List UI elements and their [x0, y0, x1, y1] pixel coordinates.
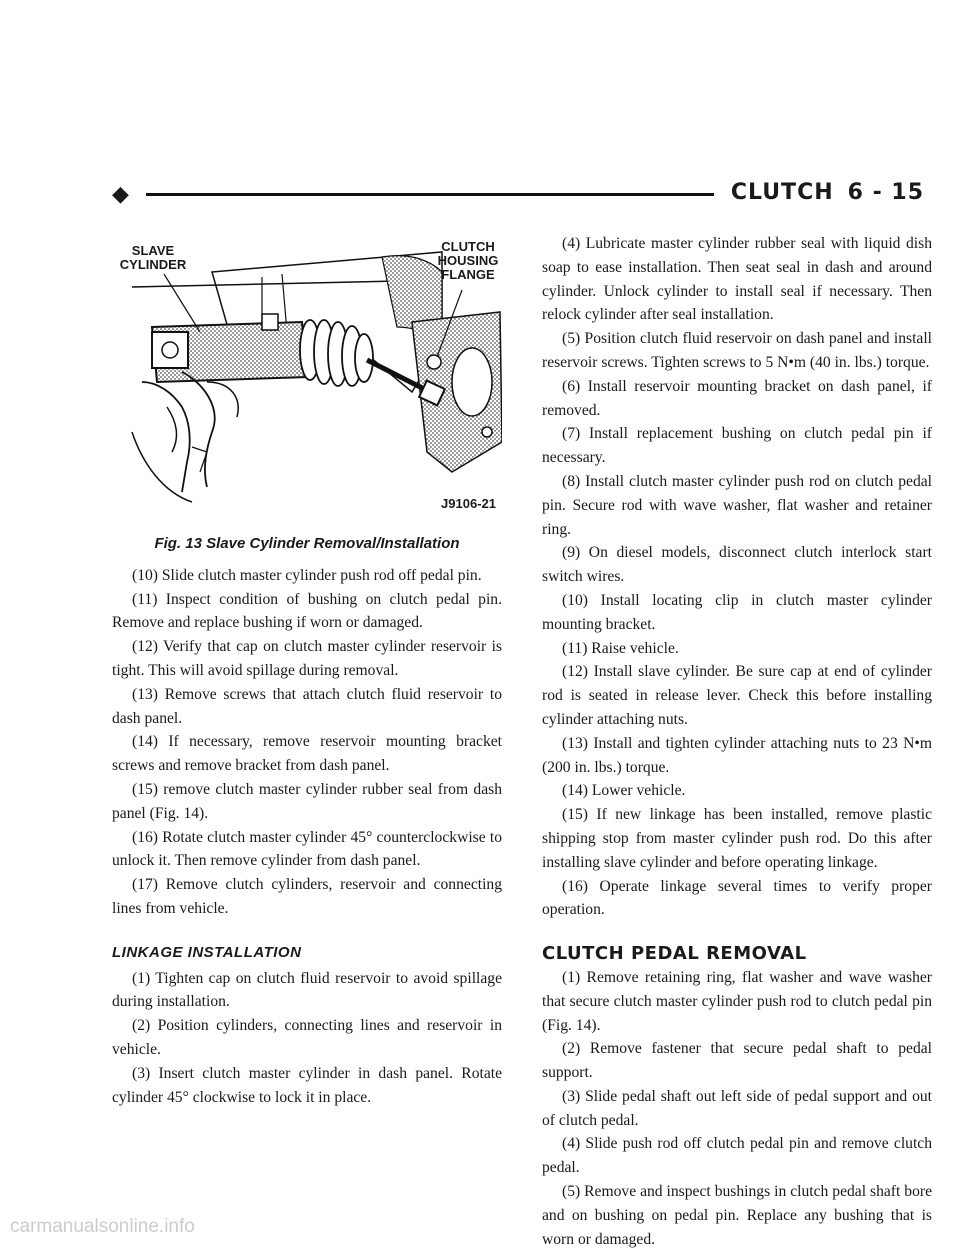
right-column [542, 232, 932, 1251]
step-paragraph: (5) Remove and inspect bushings in clutch pedal shaft bore and on bushing on pedal pin. Replace any bushing that is worn or damaged. [542, 1183, 932, 1248]
step-paragraph: (14) Lower vehicle. [562, 782, 686, 800]
step-paragraph: (6) Install reservoir mounting bracket on dash panel, if removed. [542, 377, 932, 419]
step-paragraph: (13) Remove screws that attach clutch fluid reservoir to dash panel. [112, 685, 502, 727]
label-slave-cylinder: SLAVE CYLINDER [119, 243, 187, 272]
step-paragraph: (4) Slide push rod off clutch pedal pin and remove clutch pedal. [542, 1135, 932, 1177]
step-paragraph: (1) Tighten cap on clutch fluid reservoir to avoid spillage during installation. [112, 969, 502, 1011]
header-rule [146, 193, 714, 196]
step-paragraph: (11) Inspect condition of bushing on clutch pedal pin. Remove and replace bushing if worn or damaged. [112, 590, 502, 632]
step-paragraph: (13) Install and tighten cylinder attaching nuts to 23 N•m (200 in. lbs.) torque. [542, 734, 932, 776]
figure-caption: Fig. 13 Slave Cylinder Removal/Installation [154, 535, 460, 552]
diamond-icon: ◆ [112, 182, 129, 207]
label-clutch-housing-flange: CLUTCH HOUSING FLANGE [437, 239, 499, 282]
step-paragraph: (8) Install clutch master cylinder push rod on clutch pedal pin. Secure rod with wave washer, flat washer and retainer ring. [542, 472, 932, 538]
step-paragraph: (12) Install slave cylinder. Be sure cap at end of cylinder rod is seated in release lever. Check this before installing cylinder attaching nuts. [542, 663, 932, 728]
slave-cylinder-figure [112, 232, 502, 522]
step-paragraph: (2) Position cylinders, connecting lines and reservoir in vehicle. [112, 1017, 502, 1058]
step-paragraph: (10) Slide clutch master cylinder push rod off pedal pin. [132, 566, 482, 584]
step-paragraph: (1) Remove retaining ring, flat washer and wave washer that secure clutch master cylinder push rod to clutch pedal pin (Fig. 14). [542, 968, 932, 1034]
header-title [717, 180, 924, 205]
step-paragraph: (3) Insert clutch master cylinder in dash panel. Rotate cylinder 45° clockwise to lock it in place. [112, 1064, 502, 1106]
step-paragraph: (15) If new linkage has been installed, remove plastic shipping stop from master cylinder push rod. Do this after installing slave cylinder and before operating linkage. [542, 806, 932, 871]
figure-id: J9106-21 [441, 496, 496, 512]
step-paragraph: (7) Install replacement bushing on clutch pedal pin if necessary. [542, 425, 932, 467]
step-paragraph: (2) Remove fastener that secure pedal shaft to pedal support. [542, 1040, 932, 1082]
step-paragraph: (12) Verify that cap on clutch master cylinder reservoir is tight. This will avoid spillage during removal. [112, 638, 502, 679]
step-paragraph: (16) Operate linkage several times to verify proper operation. [542, 877, 932, 919]
step-paragraph: (9) On diesel models, disconnect clutch interlock start switch wires. [542, 544, 932, 586]
clutch-pedal-removal-heading: CLUTCH PEDAL REMOVAL [542, 943, 807, 965]
step-paragraph: (10) Install locating clip in clutch master cylinder mounting bracket. [542, 591, 932, 633]
step-paragraph: (16) Rotate clutch master cylinder 45° counterclockwise to unlock it. Then remove cylinder from dash panel. [112, 828, 502, 870]
page-header [112, 182, 924, 212]
step-paragraph: (3) Slide pedal shaft out left side of pedal support and out of clutch pedal. [542, 1087, 932, 1129]
step-paragraph: (4) Lubricate master cylinder rubber seal with liquid dish soap to ease installation. Then seat seal in dash and around cylinder. Unlock cylinder to install seal if necessary. Then relock cylinder after seal installation. [542, 235, 932, 324]
step-paragraph: (17) Remove clutch cylinders, reservoir and connecting lines from vehicle. [112, 876, 502, 917]
site-watermark: carmanualsonline.info [10, 1216, 195, 1237]
left-column [112, 232, 502, 1109]
page-number: 6 - 15 [847, 180, 924, 205]
step-paragraph: (14) If necessary, remove reservoir mounting bracket screws and remove bracket from dash panel. [112, 733, 502, 775]
linkage-installation-heading: LINKAGE INSTALLATION [112, 943, 302, 961]
section-title: CLUTCH [730, 180, 834, 205]
step-paragraph: (15) remove clutch master cylinder rubber seal from dash panel (Fig. 14). [112, 780, 502, 822]
step-paragraph: (11) Raise vehicle. [562, 639, 679, 657]
step-paragraph: (5) Position clutch fluid reservoir on dash panel and install reservoir screws. Tighten screws to 5 N•m (40 in. lbs.) torque. [542, 330, 932, 371]
